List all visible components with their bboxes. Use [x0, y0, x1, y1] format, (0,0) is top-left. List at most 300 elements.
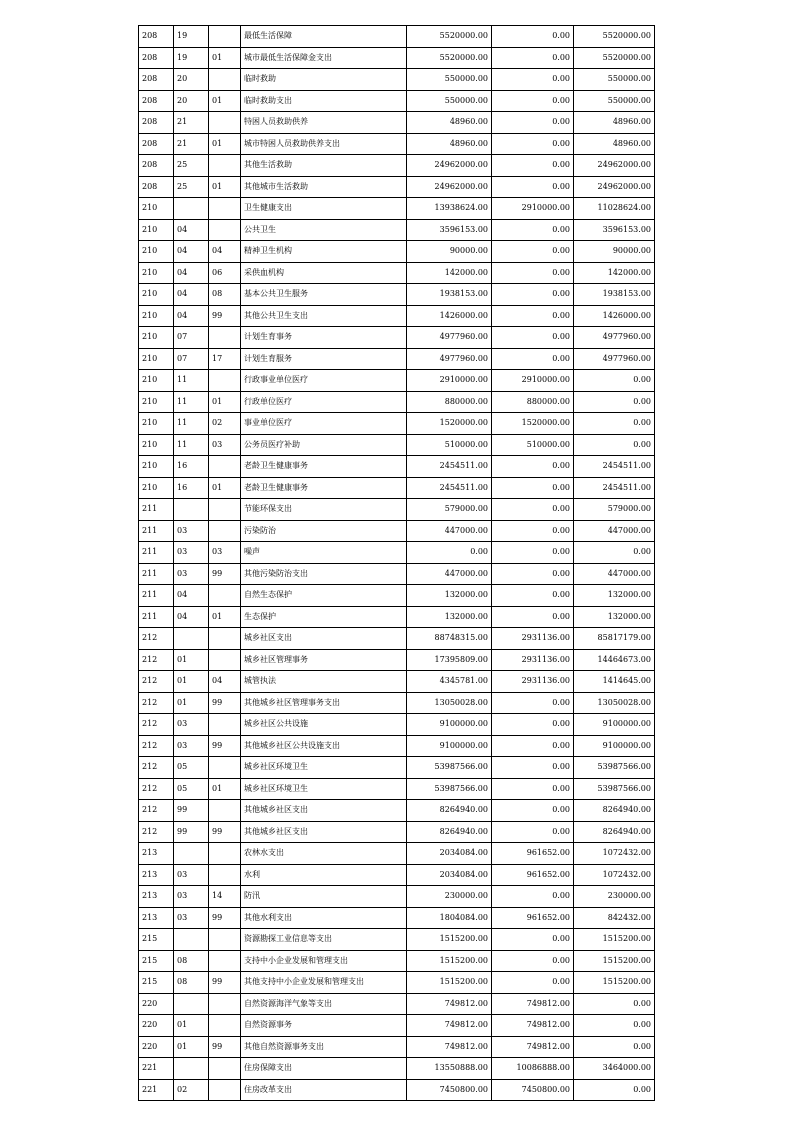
project-expenditure-cell: 53987566.00: [574, 757, 655, 779]
subject-name-cell: 其他城市生活救助: [241, 176, 407, 198]
subject-name-cell: 卫生健康支出: [241, 198, 407, 220]
basic-expenditure-cell: 749812.00: [492, 1036, 574, 1058]
table-row: [139, 886, 655, 908]
basic-expenditure-cell: 0.00: [492, 284, 574, 306]
item-code-cell: [209, 155, 241, 177]
basic-expenditure-cell: 0.00: [492, 327, 574, 349]
total-amount-cell: 1520000.00: [407, 413, 492, 435]
total-amount-cell: 53987566.00: [407, 778, 492, 800]
basic-expenditure-cell: 1520000.00: [492, 413, 574, 435]
table-row: [139, 778, 655, 800]
table-row: [139, 219, 655, 241]
total-amount-cell: 550000.00: [407, 90, 492, 112]
class-code-cell: 208: [139, 112, 174, 134]
project-expenditure-cell: 1426000.00: [574, 305, 655, 327]
project-expenditure-cell: 0.00: [574, 542, 655, 564]
item-code-cell: 17: [209, 348, 241, 370]
item-code-cell: 99: [209, 821, 241, 843]
item-code-cell: [209, 26, 241, 48]
basic-expenditure-cell: 0.00: [492, 972, 574, 994]
basic-expenditure-cell: 0.00: [492, 886, 574, 908]
item-code-cell: 03: [209, 434, 241, 456]
section-code-cell: 11: [174, 434, 209, 456]
table-row: [139, 1079, 655, 1101]
subject-name-cell: 其他城乡社区支出: [241, 800, 407, 822]
class-code-cell: 208: [139, 155, 174, 177]
subject-name-cell: 噪声: [241, 542, 407, 564]
subject-name-cell: 资源勘探工业信息等支出: [241, 929, 407, 951]
project-expenditure-cell: 1072432.00: [574, 864, 655, 886]
total-amount-cell: 17395809.00: [407, 649, 492, 671]
section-code-cell: 03: [174, 907, 209, 929]
basic-expenditure-cell: 0.00: [492, 241, 574, 263]
item-code-cell: [209, 520, 241, 542]
item-code-cell: 01: [209, 778, 241, 800]
table-row: [139, 198, 655, 220]
subject-name-cell: 防汛: [241, 886, 407, 908]
section-code-cell: 11: [174, 391, 209, 413]
total-amount-cell: 24962000.00: [407, 176, 492, 198]
subject-name-cell: 特困人员救助供养: [241, 112, 407, 134]
item-code-cell: 04: [209, 671, 241, 693]
basic-expenditure-cell: 0.00: [492, 950, 574, 972]
class-code-cell: 210: [139, 241, 174, 263]
project-expenditure-cell: 85817179.00: [574, 628, 655, 650]
class-code-cell: 210: [139, 391, 174, 413]
section-code-cell: 21: [174, 112, 209, 134]
total-amount-cell: 142000.00: [407, 262, 492, 284]
project-expenditure-cell: 13050028.00: [574, 692, 655, 714]
section-code-cell: 21: [174, 133, 209, 155]
basic-expenditure-cell: 0.00: [492, 714, 574, 736]
basic-expenditure-cell: 0.00: [492, 348, 574, 370]
basic-expenditure-cell: 0.00: [492, 821, 574, 843]
subject-name-cell: 城乡社区支出: [241, 628, 407, 650]
item-code-cell: 06: [209, 262, 241, 284]
basic-expenditure-cell: 0.00: [492, 477, 574, 499]
table-row: [139, 864, 655, 886]
subject-name-cell: 精神卫生机构: [241, 241, 407, 263]
table-row: [139, 456, 655, 478]
section-code-cell: [174, 1058, 209, 1080]
subject-name-cell: 支持中小企业发展和管理支出: [241, 950, 407, 972]
table-row: [139, 972, 655, 994]
item-code-cell: 08: [209, 284, 241, 306]
total-amount-cell: 53987566.00: [407, 757, 492, 779]
item-code-cell: 01: [209, 477, 241, 499]
table-row: [139, 1015, 655, 1037]
total-amount-cell: 5520000.00: [407, 26, 492, 48]
section-code-cell: [174, 993, 209, 1015]
basic-expenditure-cell: 0.00: [492, 520, 574, 542]
total-amount-cell: 132000.00: [407, 606, 492, 628]
subject-name-cell: 最低生活保障: [241, 26, 407, 48]
project-expenditure-cell: 447000.00: [574, 563, 655, 585]
subject-name-cell: 老龄卫生健康事务: [241, 456, 407, 478]
class-code-cell: 210: [139, 305, 174, 327]
class-code-cell: 210: [139, 370, 174, 392]
section-code-cell: 07: [174, 348, 209, 370]
total-amount-cell: 48960.00: [407, 133, 492, 155]
table-row: [139, 542, 655, 564]
basic-expenditure-cell: 0.00: [492, 800, 574, 822]
total-amount-cell: 2454511.00: [407, 456, 492, 478]
class-code-cell: 220: [139, 1015, 174, 1037]
subject-name-cell: 其他公共卫生支出: [241, 305, 407, 327]
table-row: [139, 757, 655, 779]
class-code-cell: 211: [139, 520, 174, 542]
table-row: [139, 26, 655, 48]
section-code-cell: 03: [174, 886, 209, 908]
class-code-cell: 212: [139, 821, 174, 843]
project-expenditure-cell: 550000.00: [574, 69, 655, 91]
class-code-cell: 210: [139, 456, 174, 478]
class-code-cell: 211: [139, 542, 174, 564]
basic-expenditure-cell: 0.00: [492, 499, 574, 521]
project-expenditure-cell: 230000.00: [574, 886, 655, 908]
basic-expenditure-cell: 0.00: [492, 219, 574, 241]
subject-name-cell: 城市最低生活保障金支出: [241, 47, 407, 69]
basic-expenditure-cell: 0.00: [492, 262, 574, 284]
total-amount-cell: 510000.00: [407, 434, 492, 456]
table-row: [139, 649, 655, 671]
project-expenditure-cell: 5520000.00: [574, 26, 655, 48]
class-code-cell: 208: [139, 133, 174, 155]
item-code-cell: 01: [209, 133, 241, 155]
subject-name-cell: 其他污染防治支出: [241, 563, 407, 585]
class-code-cell: 208: [139, 69, 174, 91]
basic-expenditure-cell: 749812.00: [492, 993, 574, 1015]
project-expenditure-cell: 8264940.00: [574, 800, 655, 822]
subject-name-cell: 采供血机构: [241, 262, 407, 284]
basic-expenditure-cell: 880000.00: [492, 391, 574, 413]
subject-name-cell: 其他自然资源事务支出: [241, 1036, 407, 1058]
project-expenditure-cell: 0.00: [574, 391, 655, 413]
project-expenditure-cell: 0.00: [574, 370, 655, 392]
project-expenditure-cell: 8264940.00: [574, 821, 655, 843]
subject-name-cell: 老龄卫生健康事务: [241, 477, 407, 499]
class-code-cell: 208: [139, 176, 174, 198]
class-code-cell: 212: [139, 800, 174, 822]
item-code-cell: [209, 864, 241, 886]
project-expenditure-cell: 9100000.00: [574, 714, 655, 736]
subject-name-cell: 临时救助支出: [241, 90, 407, 112]
subject-name-cell: 城市特困人员救助供养支出: [241, 133, 407, 155]
project-expenditure-cell: 1515200.00: [574, 950, 655, 972]
project-expenditure-cell: 4977960.00: [574, 348, 655, 370]
subject-name-cell: 城乡社区环境卫生: [241, 778, 407, 800]
basic-expenditure-cell: 0.00: [492, 692, 574, 714]
basic-expenditure-cell: 0.00: [492, 305, 574, 327]
section-code-cell: 01: [174, 1015, 209, 1037]
class-code-cell: 210: [139, 198, 174, 220]
class-code-cell: 212: [139, 735, 174, 757]
project-expenditure-cell: 1515200.00: [574, 972, 655, 994]
subject-name-cell: 行政事业单位医疗: [241, 370, 407, 392]
project-expenditure-cell: 11028624.00: [574, 198, 655, 220]
table-row: [139, 413, 655, 435]
section-code-cell: 03: [174, 520, 209, 542]
table-row: [139, 606, 655, 628]
subject-name-cell: 行政单位医疗: [241, 391, 407, 413]
table-row: [139, 843, 655, 865]
basic-expenditure-cell: 0.00: [492, 69, 574, 91]
basic-expenditure-cell: 0.00: [492, 47, 574, 69]
item-code-cell: 99: [209, 907, 241, 929]
class-code-cell: 212: [139, 628, 174, 650]
subject-name-cell: 自然生态保护: [241, 585, 407, 607]
table-row: [139, 370, 655, 392]
total-amount-cell: 8264940.00: [407, 800, 492, 822]
table-row: [139, 907, 655, 929]
total-amount-cell: 132000.00: [407, 585, 492, 607]
total-amount-cell: 8264940.00: [407, 821, 492, 843]
subject-name-cell: 城管执法: [241, 671, 407, 693]
section-code-cell: 08: [174, 950, 209, 972]
subject-name-cell: 污染防治: [241, 520, 407, 542]
section-code-cell: 20: [174, 90, 209, 112]
total-amount-cell: 2034084.00: [407, 843, 492, 865]
table-row: [139, 821, 655, 843]
project-expenditure-cell: 5520000.00: [574, 47, 655, 69]
total-amount-cell: 13938624.00: [407, 198, 492, 220]
item-code-cell: 99: [209, 305, 241, 327]
section-code-cell: 99: [174, 800, 209, 822]
class-code-cell: 208: [139, 47, 174, 69]
item-code-cell: [209, 1058, 241, 1080]
basic-expenditure-cell: 0.00: [492, 155, 574, 177]
class-code-cell: 213: [139, 864, 174, 886]
total-amount-cell: 447000.00: [407, 520, 492, 542]
subject-name-cell: 其他城乡社区管理事务支出: [241, 692, 407, 714]
section-code-cell: 11: [174, 370, 209, 392]
item-code-cell: [209, 950, 241, 972]
budget-table: [138, 25, 655, 1101]
section-code-cell: [174, 499, 209, 521]
total-amount-cell: 48960.00: [407, 112, 492, 134]
project-expenditure-cell: 132000.00: [574, 606, 655, 628]
table-row: [139, 133, 655, 155]
basic-expenditure-cell: 2931136.00: [492, 649, 574, 671]
table-row: [139, 1058, 655, 1080]
table-row: [139, 327, 655, 349]
class-code-cell: 210: [139, 434, 174, 456]
table-row: [139, 176, 655, 198]
basic-expenditure-cell: 0.00: [492, 778, 574, 800]
section-code-cell: 99: [174, 821, 209, 843]
section-code-cell: 04: [174, 219, 209, 241]
total-amount-cell: 749812.00: [407, 1015, 492, 1037]
section-code-cell: 20: [174, 69, 209, 91]
subject-name-cell: 公共卫生: [241, 219, 407, 241]
item-code-cell: 01: [209, 176, 241, 198]
item-code-cell: [209, 843, 241, 865]
subject-name-cell: 其他生活救助: [241, 155, 407, 177]
subject-name-cell: 公务员医疗补助: [241, 434, 407, 456]
table-row: [139, 735, 655, 757]
basic-expenditure-cell: 961652.00: [492, 907, 574, 929]
section-code-cell: [174, 198, 209, 220]
table-row: [139, 671, 655, 693]
project-expenditure-cell: 4977960.00: [574, 327, 655, 349]
class-code-cell: 220: [139, 1036, 174, 1058]
section-code-cell: 16: [174, 477, 209, 499]
class-code-cell: 211: [139, 499, 174, 521]
total-amount-cell: 90000.00: [407, 241, 492, 263]
basic-expenditure-cell: 2931136.00: [492, 628, 574, 650]
basic-expenditure-cell: 0.00: [492, 456, 574, 478]
basic-expenditure-cell: 0.00: [492, 606, 574, 628]
item-code-cell: 99: [209, 692, 241, 714]
subject-name-cell: 水利: [241, 864, 407, 886]
total-amount-cell: 749812.00: [407, 993, 492, 1015]
table-row: [139, 348, 655, 370]
subject-name-cell: 节能环保支出: [241, 499, 407, 521]
item-code-cell: 99: [209, 735, 241, 757]
table-row: [139, 262, 655, 284]
table-row: [139, 284, 655, 306]
item-code-cell: [209, 69, 241, 91]
project-expenditure-cell: 0.00: [574, 993, 655, 1015]
class-code-cell: 220: [139, 993, 174, 1015]
project-expenditure-cell: 132000.00: [574, 585, 655, 607]
section-code-cell: 16: [174, 456, 209, 478]
item-code-cell: 99: [209, 972, 241, 994]
table-row: [139, 112, 655, 134]
subject-name-cell: 自然资源海洋气象等支出: [241, 993, 407, 1015]
class-code-cell: 211: [139, 585, 174, 607]
item-code-cell: [209, 585, 241, 607]
basic-expenditure-cell: 961652.00: [492, 864, 574, 886]
basic-expenditure-cell: 0.00: [492, 26, 574, 48]
total-amount-cell: 13550888.00: [407, 1058, 492, 1080]
item-code-cell: [209, 112, 241, 134]
table-row: [139, 929, 655, 951]
item-code-cell: [209, 1015, 241, 1037]
project-expenditure-cell: 447000.00: [574, 520, 655, 542]
project-expenditure-cell: 2454511.00: [574, 456, 655, 478]
subject-name-cell: 城乡社区公共设施: [241, 714, 407, 736]
item-code-cell: [209, 628, 241, 650]
basic-expenditure-cell: 510000.00: [492, 434, 574, 456]
basic-expenditure-cell: 2910000.00: [492, 370, 574, 392]
class-code-cell: 210: [139, 262, 174, 284]
section-code-cell: [174, 843, 209, 865]
item-code-cell: [209, 219, 241, 241]
class-code-cell: 210: [139, 327, 174, 349]
subject-name-cell: 住房改革支出: [241, 1079, 407, 1101]
total-amount-cell: 4977960.00: [407, 348, 492, 370]
total-amount-cell: 9100000.00: [407, 714, 492, 736]
item-code-cell: 99: [209, 563, 241, 585]
table-row: [139, 800, 655, 822]
section-code-cell: 01: [174, 671, 209, 693]
table-row: [139, 434, 655, 456]
basic-expenditure-cell: 0.00: [492, 757, 574, 779]
subject-name-cell: 计划生育事务: [241, 327, 407, 349]
class-code-cell: 211: [139, 606, 174, 628]
project-expenditure-cell: 0.00: [574, 434, 655, 456]
item-code-cell: [209, 714, 241, 736]
subject-name-cell: 城乡社区环境卫生: [241, 757, 407, 779]
class-code-cell: 215: [139, 929, 174, 951]
class-code-cell: 221: [139, 1079, 174, 1101]
subject-name-cell: 计划生育服务: [241, 348, 407, 370]
class-code-cell: 212: [139, 757, 174, 779]
class-code-cell: 210: [139, 219, 174, 241]
total-amount-cell: 5520000.00: [407, 47, 492, 69]
subject-name-cell: 生态保护: [241, 606, 407, 628]
class-code-cell: 212: [139, 671, 174, 693]
item-code-cell: [209, 456, 241, 478]
total-amount-cell: 579000.00: [407, 499, 492, 521]
project-expenditure-cell: 3464000.00: [574, 1058, 655, 1080]
total-amount-cell: 9100000.00: [407, 735, 492, 757]
section-code-cell: 08: [174, 972, 209, 994]
project-expenditure-cell: 1938153.00: [574, 284, 655, 306]
total-amount-cell: 24962000.00: [407, 155, 492, 177]
total-amount-cell: 550000.00: [407, 69, 492, 91]
section-code-cell: 19: [174, 47, 209, 69]
class-code-cell: 215: [139, 972, 174, 994]
total-amount-cell: 2910000.00: [407, 370, 492, 392]
project-expenditure-cell: 90000.00: [574, 241, 655, 263]
basic-expenditure-cell: 0.00: [492, 112, 574, 134]
class-code-cell: 212: [139, 714, 174, 736]
total-amount-cell: 1515200.00: [407, 972, 492, 994]
section-code-cell: [174, 628, 209, 650]
item-code-cell: [209, 1079, 241, 1101]
section-code-cell: 01: [174, 1036, 209, 1058]
total-amount-cell: 88748315.00: [407, 628, 492, 650]
class-code-cell: 213: [139, 843, 174, 865]
item-code-cell: [209, 370, 241, 392]
class-code-cell: 221: [139, 1058, 174, 1080]
section-code-cell: 04: [174, 606, 209, 628]
total-amount-cell: 3596153.00: [407, 219, 492, 241]
subject-name-cell: 其他城乡社区公共设施支出: [241, 735, 407, 757]
total-amount-cell: 7450800.00: [407, 1079, 492, 1101]
item-code-cell: 04: [209, 241, 241, 263]
table-row: [139, 993, 655, 1015]
project-expenditure-cell: 579000.00: [574, 499, 655, 521]
item-code-cell: [209, 757, 241, 779]
table-row: [139, 1036, 655, 1058]
project-expenditure-cell: 1515200.00: [574, 929, 655, 951]
total-amount-cell: 1938153.00: [407, 284, 492, 306]
project-expenditure-cell: 0.00: [574, 1015, 655, 1037]
table-row: [139, 305, 655, 327]
section-code-cell: 01: [174, 649, 209, 671]
class-code-cell: 212: [139, 692, 174, 714]
subject-name-cell: 基本公共卫生服务: [241, 284, 407, 306]
table-row: [139, 47, 655, 69]
basic-expenditure-cell: 7450800.00: [492, 1079, 574, 1101]
table-row: [139, 391, 655, 413]
subject-name-cell: 自然资源事务: [241, 1015, 407, 1037]
section-code-cell: 01: [174, 692, 209, 714]
table-row: [139, 714, 655, 736]
section-code-cell: 03: [174, 735, 209, 757]
project-expenditure-cell: 24962000.00: [574, 155, 655, 177]
class-code-cell: 208: [139, 26, 174, 48]
subject-name-cell: 事业单位医疗: [241, 413, 407, 435]
item-code-cell: 99: [209, 1036, 241, 1058]
section-code-cell: 04: [174, 284, 209, 306]
item-code-cell: [209, 499, 241, 521]
project-expenditure-cell: 14464673.00: [574, 649, 655, 671]
table-row: [139, 499, 655, 521]
